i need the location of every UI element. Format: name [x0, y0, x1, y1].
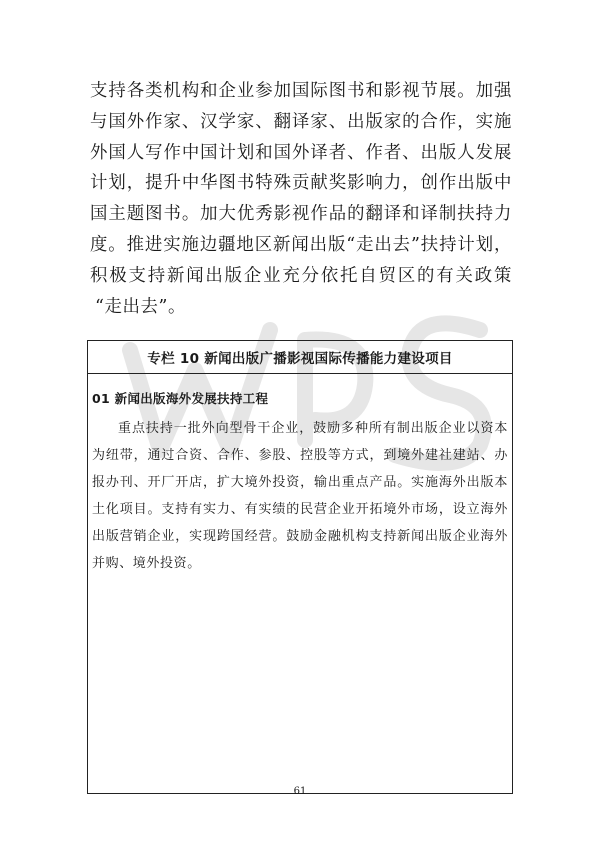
body-line: “走出去”。 [95, 296, 186, 317]
page-number: 61 [293, 786, 307, 797]
body-line: 计划，提升中华图书特殊贡献奖影响力，创作出版中 [90, 173, 512, 194]
body-line: 积极支持新闻出版企业充分依托自贸区的有关政策 [90, 265, 512, 286]
body-line: 支持各类机构和企业参加国际图书和影视节展。加强 [90, 81, 512, 101]
feature-box [87, 340, 513, 794]
box-title: 专栏 10 新闻出版广播影视国际传播能力建设项目 [88, 341, 512, 374]
body-line: 国主题图书。加大优秀影视作品的翻译和译制扶持力 [90, 204, 512, 225]
section-heading: 01 新闻出版海外发展扶持工程 [92, 391, 269, 406]
box-paragraph: 重点扶持一批外向型骨干企业，鼓励多种所有制出版企业以资本为纽带，通过合资、合作、参股、控股等方式，到境外建社建站、办报办刊、开厂开店，扩大境外投资，输出重点产品。实施海外出版本土化项目。支持有实力、有实绩的民营企业开拓境外市场，设立海外出版营销企业，实现跨国经营。鼓励金融机构支持新闻出版企业海外并购、境外投资。 [92, 421, 508, 571]
body-line: 外国人写作中国计划和国外译者、作者、出版人发展 [90, 142, 512, 163]
body-text [90, 76, 512, 322]
body-line: 与国外作家、汉学家、翻译家、出版家的合作，实施 [90, 111, 512, 132]
body-line: 度。推进实施边疆地区新闻出版“走出去”扶持计划， [90, 234, 512, 255]
